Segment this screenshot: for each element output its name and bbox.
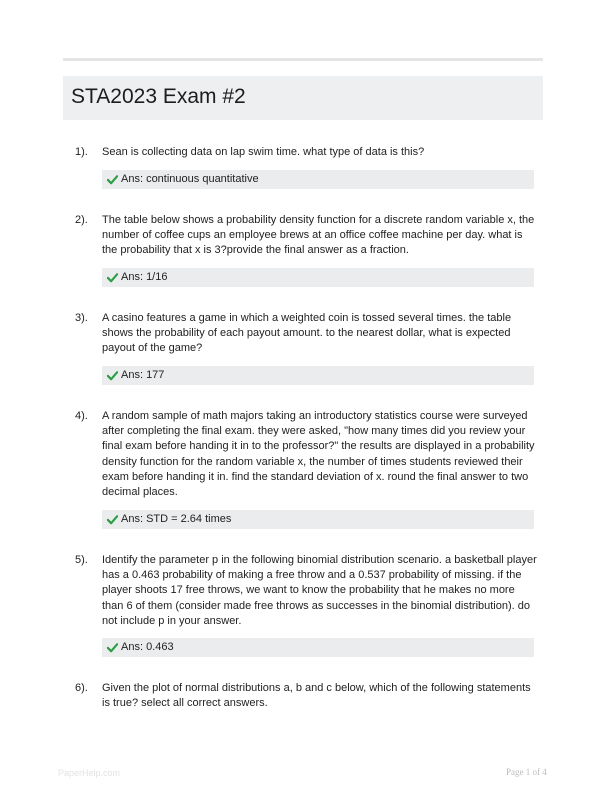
- question-number: 6).: [75, 682, 88, 694]
- check-icon: [107, 174, 118, 185]
- question-number: 4).: [75, 410, 88, 422]
- check-icon: [107, 514, 118, 525]
- question-text: A random sample of math majors taking an introductory statistics course were surveyed after completing the final exam. they were asked, "how many times did you review your final exam before handing it in to the professor?" the results are displayed in a probability density function for the random variable x, the number of times students reviewed their exam before handing it in. find the standard deviation of x. round the final answer to two decimal places.: [102, 410, 535, 499]
- page-number: Page 1 of 4: [506, 767, 547, 777]
- check-icon: [107, 272, 118, 283]
- answer-text: Ans: 1/16: [121, 271, 168, 283]
- answer-text: Ans: 177: [121, 369, 165, 381]
- top-divider: [63, 58, 543, 61]
- question-number: 1).: [75, 146, 88, 158]
- title-bar: [63, 76, 543, 120]
- question-text: The table below shows a probability density function for a discrete random variable x, the number of coffee cups an employee brews at an office coffee machine per day. what is the probability that x is 3?provide the final answer as a fraction.: [102, 214, 535, 257]
- answer-box: [102, 170, 534, 189]
- answer-text: Ans: 0.463: [121, 641, 174, 653]
- answer-box: [102, 638, 534, 657]
- question-text: A casino features a game in which a weighted coin is tossed several times. the table shows the probability of each payout amount. to the nearest dollar, what is expected payout of the game?: [102, 312, 512, 355]
- answer-text: Ans: continuous quantitative: [121, 173, 259, 185]
- answer-box: [102, 268, 534, 287]
- answer-box: [102, 366, 534, 385]
- question-text: Sean is collecting data on lap swim time. what type of data is this?: [102, 146, 425, 158]
- question-number: 3).: [75, 312, 88, 324]
- answer-text: Ans: STD = 2.64 times: [121, 513, 232, 525]
- page-title: STA2023 Exam #2: [71, 85, 246, 108]
- question-number: 2).: [75, 214, 88, 226]
- question-text: Identify the parameter p in the following binomial distribution scenario. a basketball player has a 0.463 probability of making a free throw and a 0.537 probability of missing. if the player shoots 17 free throws, we want to know the probability that he makes no more than 6 of them (consider made free throws as successes in the binomial distribution). do not include p in your answer.: [102, 554, 537, 627]
- question-text: Given the plot of normal distributions a, b and c below, which of the following statements is true? select all correct answers.: [102, 682, 531, 710]
- footer-watermark: PaperHelp.com: [58, 768, 121, 778]
- check-icon: [107, 642, 118, 653]
- answer-box: [102, 510, 534, 529]
- check-icon: [107, 370, 118, 381]
- question-number: 5).: [75, 554, 88, 566]
